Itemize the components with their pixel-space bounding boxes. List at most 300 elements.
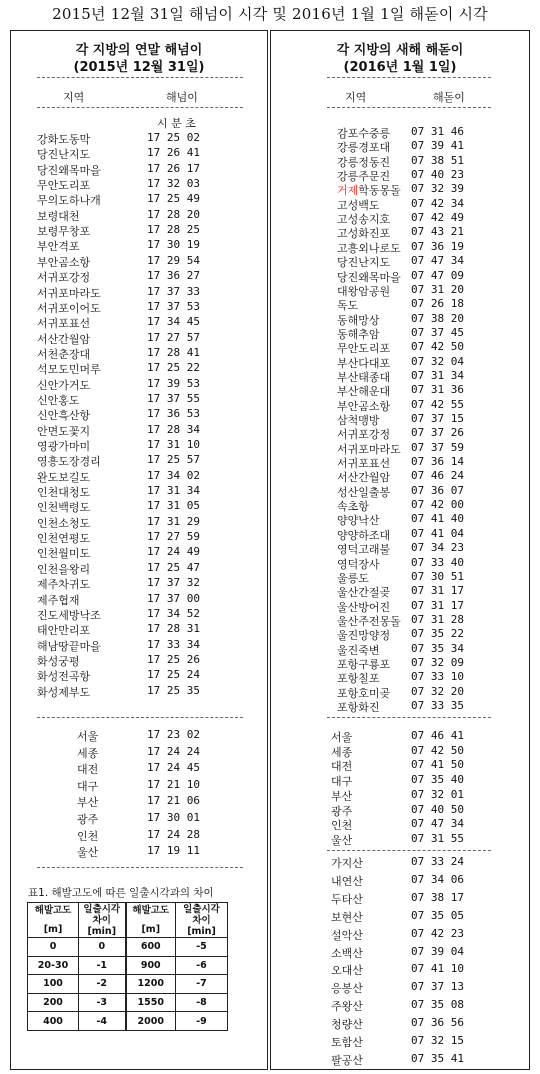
region-name: 울산방어진 — [337, 600, 391, 614]
region-name: 인천을왕리 — [37, 562, 91, 576]
region-name: 고성송지호 — [337, 213, 391, 227]
region-name: 영흥도장경리 — [37, 455, 101, 469]
region-name: 양양낙산 — [337, 514, 380, 528]
list-item — [11, 285, 267, 302]
time-value: 17 25 02 — [147, 131, 200, 144]
time-value: 17 24 45 — [147, 761, 200, 775]
list-item — [271, 873, 529, 890]
region-name: 서귀포표선 — [337, 457, 391, 471]
divider — [327, 77, 491, 78]
region-name: 내연산 — [331, 874, 363, 888]
time-value: 07 40 23 — [411, 168, 464, 182]
divider — [37, 77, 243, 78]
region-name: 석모도민머루 — [37, 363, 101, 377]
time-value: 07 35 05 — [411, 908, 464, 922]
region-name: 영덕장사 — [337, 557, 380, 571]
table-row — [28, 938, 228, 957]
time-value: 17 25 22 — [147, 361, 200, 375]
region-name: 당진난지도 — [337, 256, 391, 270]
region-name: 무안도리포 — [37, 179, 91, 193]
region-name: 토함산 — [331, 1036, 363, 1049]
time-value: 07 34 23 — [411, 541, 464, 555]
list-item — [11, 177, 267, 194]
list-item — [11, 684, 267, 701]
time-value: 17 37 33 — [147, 284, 200, 298]
list-item — [11, 545, 267, 562]
list-item — [11, 192, 267, 209]
time-diff-cell: -6 — [176, 956, 228, 975]
altitude-cell: 0 — [28, 938, 79, 957]
time-value: 07 42 34 — [411, 196, 464, 210]
sunset-panel-date: (2015년 12월 31일) — [73, 60, 205, 75]
list-item — [11, 638, 267, 655]
list-item — [11, 315, 267, 332]
region-name: 대구 — [77, 779, 99, 793]
region-name: 인천백령도 — [37, 501, 91, 515]
region-name: 두타산 — [331, 892, 363, 906]
region-name: 부안곰소항 — [337, 399, 391, 413]
list-item — [271, 832, 529, 849]
region-name: 서귀포마라도 — [37, 286, 101, 300]
list-item — [11, 592, 267, 609]
time-value: 07 31 17 — [411, 598, 464, 612]
time-value: 07 38 20 — [411, 311, 464, 325]
region-name: 서산간월암 — [337, 471, 391, 485]
time-value: 17 33 34 — [147, 637, 200, 651]
region-name: 무의도하나개 — [37, 194, 101, 208]
column-header-sunrise: 해돋이 — [433, 91, 465, 104]
region-name: 포항칠포 — [337, 672, 380, 686]
list-item — [271, 891, 529, 908]
time-value: 17 37 53 — [147, 299, 200, 313]
list-item — [271, 1052, 529, 1069]
table-row — [28, 956, 228, 975]
region-name: 서귀포표선 — [37, 317, 91, 331]
time-value: 17 30 01 — [147, 811, 200, 824]
divider — [327, 717, 491, 718]
region-name: 포항구룡포 — [337, 657, 391, 671]
altitude-cell: 2000 — [126, 1012, 176, 1031]
time-value: 07 36 07 — [411, 483, 464, 497]
altitude-table-caption: 표1. 해발고도에 따른 일출시각과의 차이 — [28, 887, 214, 899]
region-name: 인천소청도 — [37, 516, 91, 530]
altitude-cell: 900 — [126, 956, 176, 975]
time-value: 17 34 52 — [147, 606, 200, 620]
region-name: 주왕산 — [331, 1000, 363, 1014]
region-name: 화성전곡항 — [37, 670, 91, 684]
list-item — [11, 653, 267, 670]
time-diff-cell: -5 — [176, 938, 228, 957]
region-name: 서울 — [331, 731, 353, 744]
list-item — [11, 828, 267, 845]
altitude-cell: 400 — [28, 1012, 79, 1031]
time-value: 07 47 34 — [411, 817, 464, 831]
time-value: 07 32 04 — [411, 354, 464, 368]
time-value: 17 39 53 — [147, 376, 200, 390]
region-name: 감포수중릉 — [337, 127, 391, 140]
region-name: 보현산 — [331, 910, 363, 924]
list-item — [11, 794, 267, 811]
time-value: 07 37 59 — [411, 440, 464, 454]
time-value: 17 31 10 — [147, 438, 200, 451]
list-item — [11, 469, 267, 486]
table-row — [28, 1012, 228, 1031]
time-value: 17 34 02 — [147, 468, 200, 482]
region-name: 삼척맹방 — [337, 414, 380, 427]
region-name: 서귀포이어도 — [37, 301, 101, 315]
time-value: 07 42 00 — [411, 498, 464, 512]
region-name: 동해추암 — [337, 327, 380, 341]
region-name: 포항호미곶 — [337, 686, 391, 700]
region-name: 고흥외나로도 — [337, 241, 401, 255]
time-value: 07 35 41 — [411, 1051, 464, 1065]
time-value: 07 39 41 — [411, 139, 464, 153]
region-name: 강릉주문진 — [337, 170, 391, 184]
region-name: 오대산 — [331, 964, 363, 978]
region-name: 부산태종대 — [337, 370, 391, 384]
region-name: 신안가거도 — [37, 378, 91, 392]
list-item — [11, 346, 267, 363]
sunset-panel-title: 각 지방의 연말 해넘이 — [75, 43, 203, 58]
time-value: 17 31 29 — [147, 514, 200, 528]
region-name: 포항화진 — [337, 701, 380, 714]
list-item — [11, 269, 267, 286]
region-name: 서울 — [77, 730, 99, 743]
altitude-cell: 20-30 — [28, 956, 79, 975]
list-item — [11, 607, 267, 624]
altitude-cell: 200 — [28, 993, 79, 1012]
time-value: 17 32 03 — [147, 177, 200, 191]
region-name: 강화도동막 — [37, 133, 91, 146]
time-diff-cell: -2 — [79, 975, 126, 994]
region-name: 서귀포마라도 — [337, 442, 401, 456]
list-item — [11, 146, 267, 163]
region-name: 인천월미도 — [37, 547, 91, 561]
time-value: 07 31 46 — [411, 125, 464, 138]
region-name: 부산다대포 — [337, 356, 391, 370]
region-name: 영광가마미 — [37, 440, 91, 453]
region-name: 울진망양정 — [337, 629, 391, 643]
list-item — [11, 778, 267, 795]
region-name: 부안격포 — [37, 240, 80, 254]
region-name: 서귀포강정 — [37, 271, 91, 285]
column-header-region: 지역 — [63, 91, 85, 104]
time-value: 07 35 34 — [411, 641, 464, 655]
list-item — [11, 223, 267, 240]
list-item — [11, 576, 267, 593]
region-name: 대구 — [331, 775, 353, 789]
time-value: 07 39 04 — [411, 944, 464, 958]
region-name: 고성백도 — [337, 198, 380, 212]
region-name: 소백산 — [331, 946, 363, 960]
time-value: 17 25 47 — [147, 560, 200, 574]
time-value: 07 26 18 — [411, 297, 464, 311]
list-item — [11, 238, 267, 255]
region-name: 부산 — [331, 789, 353, 803]
region-name: 독도 — [337, 299, 359, 313]
list-item — [271, 909, 529, 926]
list-item — [11, 162, 267, 179]
time-value: 17 26 41 — [147, 146, 200, 160]
list-item — [11, 515, 267, 532]
time-value: 17 25 57 — [147, 453, 200, 467]
region-name: 울산 — [331, 833, 353, 847]
region-name: 울산주전몽돌 — [337, 614, 401, 628]
time-value: 07 42 50 — [411, 340, 464, 354]
list-item — [11, 484, 267, 501]
list-item — [11, 499, 267, 516]
list-item — [11, 438, 267, 455]
time-value: 07 33 40 — [411, 555, 464, 569]
divider — [37, 107, 243, 108]
region-name: 제주차귀도 — [37, 578, 91, 592]
header-sunrise-diff: 일출시각 차이 [min] — [79, 903, 126, 938]
region-name: 세종 — [77, 746, 99, 760]
region-name: 울릉도 — [337, 571, 369, 585]
time-value: 17 25 35 — [147, 683, 200, 697]
time-value: 17 27 57 — [147, 330, 200, 344]
time-value: 17 21 10 — [147, 777, 200, 791]
region-name: 영덕고래불 — [337, 543, 391, 557]
region-name: 서천춘장대 — [37, 347, 91, 361]
region-name: 진도세방낙조 — [37, 608, 101, 622]
region-name: 설악산 — [331, 928, 363, 942]
time-value: 07 30 51 — [411, 569, 464, 583]
region-name: 완도보길도 — [37, 470, 91, 484]
region-name: 신안흑산항 — [37, 409, 91, 423]
time-value: 17 19 11 — [147, 844, 200, 858]
time-value: 17 28 20 — [147, 207, 200, 221]
time-value: 07 47 09 — [411, 268, 464, 282]
column-header-sunset: 해넘이 — [166, 91, 198, 104]
region-name: 광주 — [77, 813, 99, 826]
list-item — [11, 530, 267, 547]
region-name: 부산해운대 — [337, 385, 391, 399]
region-name: 세종 — [331, 745, 353, 759]
time-diff-cell: -4 — [79, 1012, 126, 1031]
list-item — [11, 331, 267, 348]
time-value: 17 28 25 — [147, 223, 200, 237]
region-name: 강릉경포대 — [337, 141, 391, 155]
time-value: 17 25 24 — [147, 668, 200, 682]
time-value: 07 31 55 — [411, 831, 464, 845]
time-value: 07 41 40 — [411, 512, 464, 526]
time-value: 17 24 49 — [147, 545, 200, 559]
time-value: 07 32 09 — [411, 655, 464, 669]
sunrise-panel-date: (2016년 1월 1일) — [343, 60, 457, 75]
list-item — [271, 962, 529, 979]
region-name: 양양하조대 — [337, 528, 391, 542]
column-header-region: 지역 — [345, 91, 367, 104]
time-value: 07 37 45 — [411, 325, 464, 339]
time-value: 07 31 28 — [411, 612, 464, 626]
region-name: 당진왜목마을 — [37, 163, 101, 177]
time-diff-cell: -3 — [79, 993, 126, 1012]
time-value: 17 36 53 — [147, 407, 200, 421]
list-item — [271, 927, 529, 944]
region-name: 인천 — [77, 829, 99, 843]
region-name: 대전 — [331, 760, 353, 774]
list-item — [11, 423, 267, 440]
time-value: 07 36 19 — [411, 239, 464, 253]
list-item — [11, 131, 267, 148]
altitude-cell: 1550 — [126, 993, 176, 1012]
time-diff-cell: 0 — [79, 938, 126, 957]
list-item — [271, 945, 529, 962]
region-name: 대전 — [77, 763, 99, 777]
region-name: 태안만리포 — [37, 624, 91, 638]
table-row — [28, 993, 228, 1012]
list-item — [11, 361, 267, 378]
time-value: 17 29 54 — [147, 253, 200, 267]
time-value: 17 27 59 — [147, 530, 200, 544]
time-value: 07 41 10 — [411, 962, 464, 976]
time-value: 17 34 45 — [147, 315, 200, 329]
region-name: 울산 — [77, 846, 99, 860]
region-name: 속초항 — [337, 500, 369, 514]
time-diff-cell: -8 — [176, 993, 228, 1012]
region-name: 보령대천 — [37, 209, 80, 223]
list-item — [271, 1016, 529, 1033]
region-name: 울진죽변 — [337, 643, 380, 657]
time-value: 07 35 40 — [411, 773, 464, 787]
time-value: 07 42 49 — [411, 211, 464, 225]
region-name: 해남땅끝마을 — [37, 639, 101, 653]
time-value: 07 42 50 — [411, 743, 464, 757]
time-value: 07 42 55 — [411, 397, 464, 411]
time-value: 17 25 49 — [147, 192, 200, 206]
region-name: 인천 — [331, 819, 353, 833]
region-name: 부산 — [77, 796, 99, 810]
region-name: 인천연평도 — [37, 532, 91, 546]
list-item — [271, 1034, 529, 1051]
list-item — [11, 208, 267, 225]
time-value: 07 31 20 — [411, 282, 464, 296]
region-name: 화성궁평 — [37, 654, 80, 668]
region-name: 인천대청도 — [37, 486, 91, 500]
sunrise-panel — [270, 30, 530, 1070]
region-name: 강릉정동진 — [337, 155, 391, 169]
time-value: 07 41 50 — [411, 758, 464, 772]
region-name: 부안곰소항 — [37, 255, 91, 269]
region-name: 고성화진포 — [337, 227, 391, 241]
region-name: 서귀포강정 — [337, 428, 391, 442]
time-unit-label: 시 분 초 — [157, 117, 196, 130]
region-name: 동해망상 — [337, 313, 380, 327]
header-altitude: 해발고도 [m] — [28, 903, 79, 938]
table-row — [28, 975, 228, 994]
list-item — [11, 254, 267, 271]
time-value: 07 32 39 — [411, 182, 464, 196]
list-item — [11, 761, 267, 778]
time-value: 07 41 04 — [411, 526, 464, 540]
time-value: 07 42 23 — [411, 926, 464, 940]
list-item — [271, 980, 529, 997]
time-value: 17 26 17 — [147, 161, 200, 175]
time-value: 17 31 34 — [147, 484, 200, 498]
time-value: 07 37 13 — [411, 980, 464, 994]
region-name: 광주 — [331, 804, 353, 818]
header-altitude: 해발고도 [m] — [126, 903, 176, 938]
region-name: 안면도꽃지 — [37, 424, 91, 438]
region-name: 서산간월암 — [37, 332, 91, 346]
time-value: 07 34 06 — [411, 872, 464, 886]
time-value: 17 37 32 — [147, 576, 200, 590]
region-name: 가지산 — [331, 857, 363, 870]
time-value: 17 23 02 — [147, 728, 200, 741]
region-name: 거제학동몽돌 — [337, 184, 401, 198]
time-value: 07 43 21 — [411, 225, 464, 239]
time-value: 17 28 41 — [147, 345, 200, 359]
time-value: 17 28 34 — [147, 422, 200, 436]
time-value: 07 36 56 — [411, 1016, 464, 1030]
divider — [37, 867, 243, 868]
list-item — [11, 392, 267, 409]
list-item — [11, 811, 267, 828]
time-value: 17 37 00 — [147, 591, 200, 605]
time-value: 07 37 26 — [411, 426, 464, 440]
region-name: 성산일출봉 — [337, 485, 391, 499]
list-item — [11, 561, 267, 578]
time-value: 07 46 41 — [411, 729, 464, 742]
time-value: 07 46 24 — [411, 469, 464, 483]
time-value: 07 31 36 — [411, 383, 464, 397]
divider — [327, 107, 491, 108]
region-name: 청량산 — [331, 1018, 363, 1032]
list-item — [271, 699, 529, 716]
list-item — [11, 377, 267, 394]
time-value: 07 35 08 — [411, 998, 464, 1012]
time-value: 07 32 20 — [411, 684, 464, 698]
time-value: 07 47 34 — [411, 254, 464, 268]
list-item — [271, 855, 529, 872]
time-value: 17 21 06 — [147, 794, 200, 808]
list-item — [11, 622, 267, 639]
time-diff-cell: -9 — [176, 1012, 228, 1031]
header-sunrise-diff: 일출시각 차이 [min] — [176, 903, 228, 938]
time-value: 17 31 05 — [147, 499, 200, 513]
time-value: 07 32 01 — [411, 787, 464, 801]
divider — [37, 717, 243, 718]
list-item — [11, 300, 267, 317]
altitude-cell: 100 — [28, 975, 79, 994]
time-diff-cell: -7 — [176, 975, 228, 994]
time-value: 17 25 26 — [147, 652, 200, 666]
altitude-cell: 1200 — [126, 975, 176, 994]
region-name: 무안도리포 — [337, 342, 391, 356]
time-value: 07 40 50 — [411, 802, 464, 816]
time-value: 07 38 17 — [411, 890, 464, 904]
list-item — [11, 407, 267, 424]
time-value: 07 38 51 — [411, 153, 464, 167]
page-title: 2015년 12월 31일 해넘이 시각 및 2016년 1월 1일 해돋이 시각 — [52, 5, 488, 23]
list-item — [271, 998, 529, 1015]
time-diff-cell: -1 — [79, 956, 126, 975]
time-value: 07 35 22 — [411, 627, 464, 641]
time-value: 17 24 28 — [147, 827, 200, 841]
time-value: 17 24 24 — [147, 744, 200, 758]
region-name: 신안홍도 — [37, 393, 80, 407]
time-value: 07 32 15 — [411, 1034, 464, 1047]
list-item — [11, 668, 267, 685]
region-name: 보령무창포 — [37, 225, 91, 239]
time-value: 17 37 55 — [147, 391, 200, 405]
altitude-cell: 600 — [126, 938, 176, 957]
list-item — [11, 728, 267, 745]
list-item — [11, 453, 267, 470]
time-value: 07 37 15 — [411, 412, 464, 425]
time-value: 07 33 35 — [411, 699, 464, 712]
